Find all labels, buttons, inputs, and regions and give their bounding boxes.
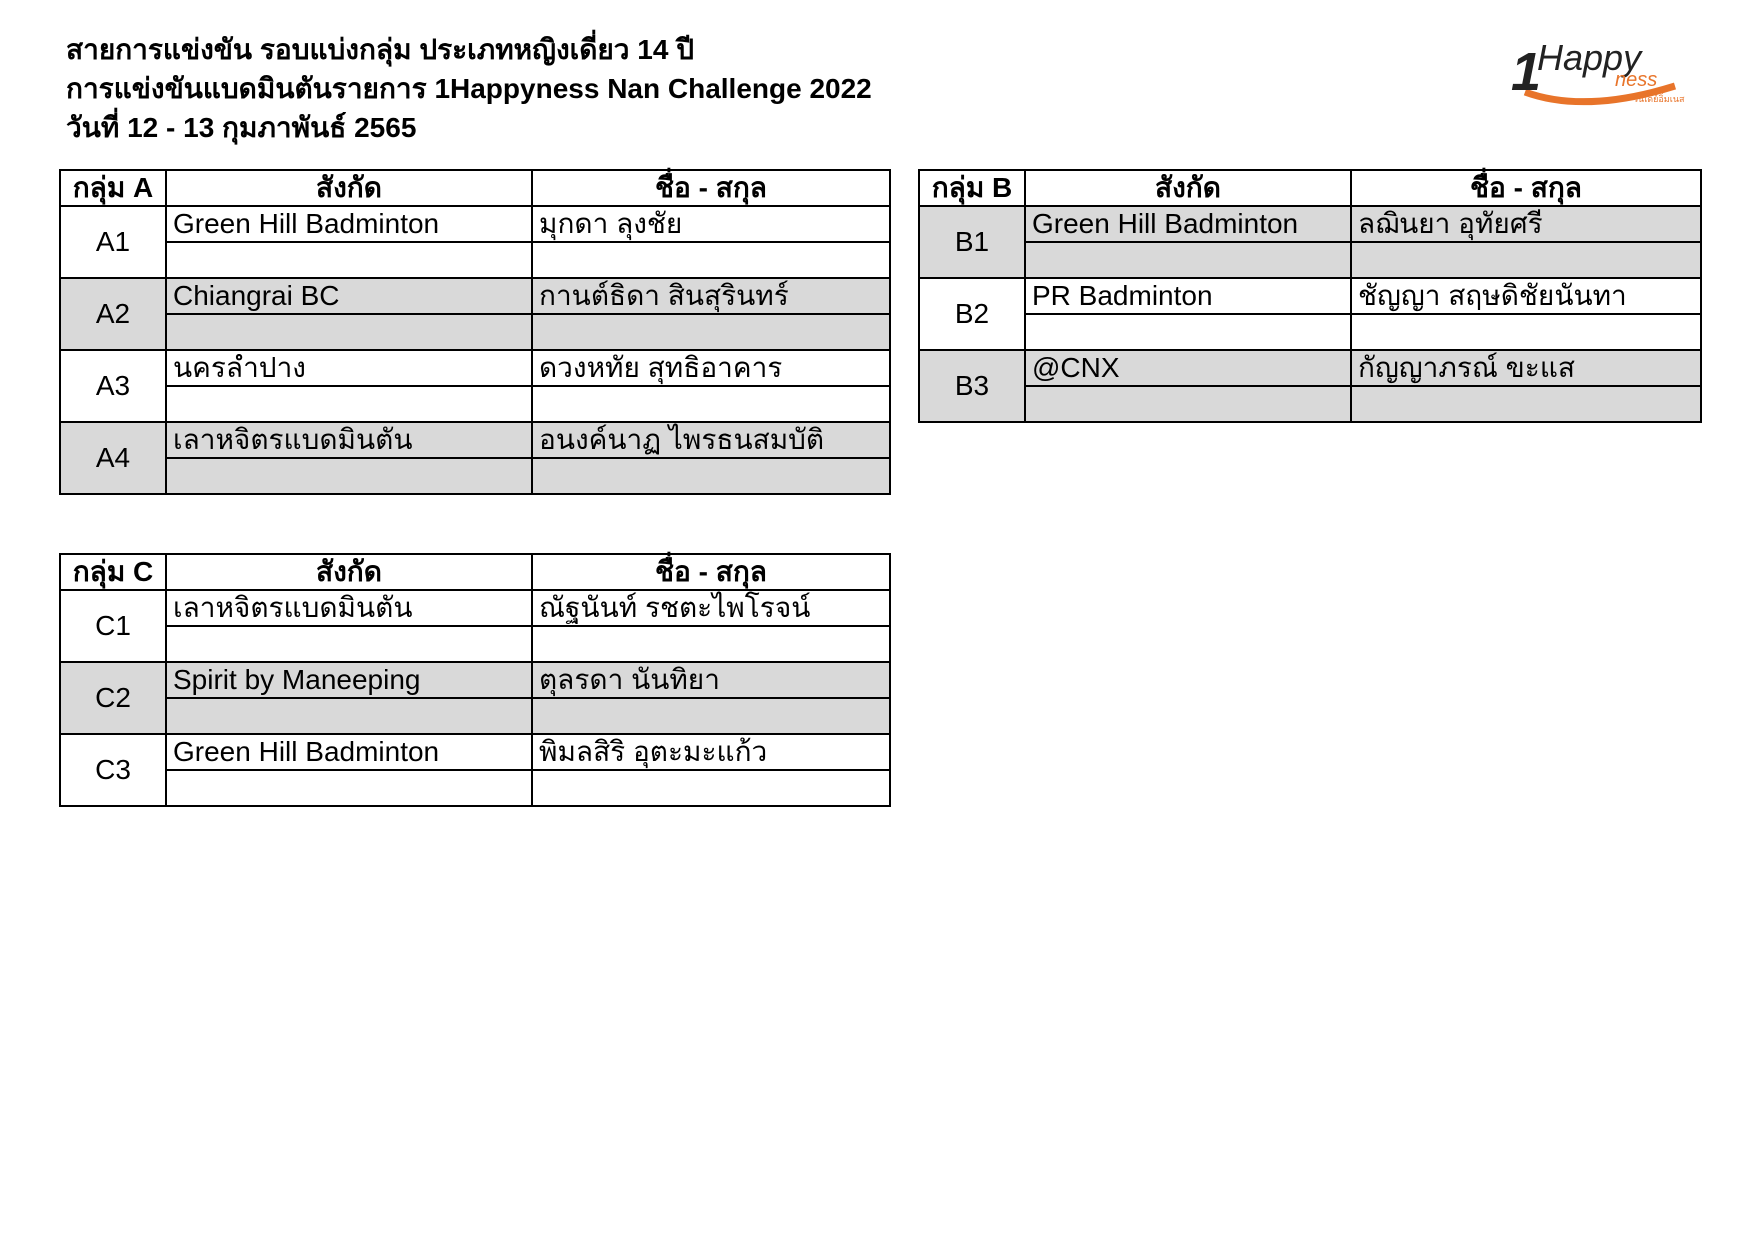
seed-code: A3	[60, 350, 166, 422]
seed-code: B3	[919, 350, 1025, 422]
group-b-label: กลุ่ม B	[919, 170, 1025, 206]
club-cell: Green Hill Badminton	[1025, 206, 1351, 242]
header-title-line: สายการแข่งขัน รอบแบ่งกลุ่ม ประเภทหญิงเดี่ยว 14 ปี	[66, 34, 695, 65]
player-name-cell: มุกดา ลุงชัย	[532, 206, 890, 242]
club-cell-blank	[166, 386, 532, 422]
name-column-header: ชื่อ - สกุล	[1351, 170, 1701, 206]
club-cell: เลาหจิตรแบดมินตัน	[166, 422, 532, 458]
seed-code: A1	[60, 206, 166, 278]
club-cell: Green Hill Badminton	[166, 206, 532, 242]
group-b-header-row	[919, 170, 1701, 206]
player-name-cell: พิมลสิริ อุตะมะแก้ว	[532, 734, 890, 770]
logo-digit: 1	[1511, 42, 1542, 102]
player-name-cell-blank	[532, 314, 890, 350]
player-name-cell-blank	[532, 626, 890, 662]
club-cell: @CNX	[1025, 350, 1351, 386]
club-cell-blank	[166, 770, 532, 806]
club-cell-blank	[166, 626, 532, 662]
happyness-logo	[1505, 34, 1695, 110]
table-row	[60, 278, 890, 314]
table-row-blank	[60, 314, 890, 350]
seed-code: C3	[60, 734, 166, 806]
player-name-cell-blank	[1351, 242, 1701, 278]
table-row	[919, 278, 1701, 314]
player-name-cell-blank	[1351, 386, 1701, 422]
seed-code: B1	[919, 206, 1025, 278]
table-row	[60, 350, 890, 386]
table-row	[60, 734, 890, 770]
header-event-line: การแข่งขันแบดมินตันรายการ 1Happyness Nan Challenge 2022	[66, 73, 872, 104]
document-header	[66, 30, 872, 147]
player-name-cell: ดวงหทัย สุทธิอาคาร	[532, 350, 890, 386]
table-row	[919, 350, 1701, 386]
club-cell: PR Badminton	[1025, 278, 1351, 314]
club-cell-blank	[166, 314, 532, 350]
club-cell: เลาหจิตรแบดมินตัน	[166, 590, 532, 626]
club-cell: Chiangrai BC	[166, 278, 532, 314]
table-row	[60, 590, 890, 626]
player-name-cell-blank	[532, 458, 890, 494]
seed-code: A4	[60, 422, 166, 494]
table-row-blank	[919, 314, 1701, 350]
player-name-cell: กานต์ธิดา สินสุรินทร์	[532, 278, 890, 314]
table-row-blank	[60, 698, 890, 734]
table-row-blank	[60, 626, 890, 662]
player-name-cell: ตุลรดา นันทิยา	[532, 662, 890, 698]
player-name-cell: ชัญญา สฤษดิชัยนันทา	[1351, 278, 1701, 314]
table-row-blank	[60, 386, 890, 422]
seed-code: C2	[60, 662, 166, 734]
logo-tagline: วันเดย์อิ่มเนส	[1633, 95, 1685, 105]
club-column-header: สังกัด	[166, 170, 532, 206]
table-row-blank	[60, 770, 890, 806]
club-cell-blank	[1025, 242, 1351, 278]
player-name-cell-blank	[532, 698, 890, 734]
table-row	[60, 422, 890, 458]
player-name-cell: ณัฐนันท์ รชตะไพโรจน์	[532, 590, 890, 626]
seed-code: C1	[60, 590, 166, 662]
name-column-header: ชื่อ - สกุล	[532, 554, 890, 590]
logo-sub-wordmark: ness	[1615, 69, 1658, 91]
player-name-cell: ลฌินยา อุทัยศรี	[1351, 206, 1701, 242]
player-name-cell-blank	[532, 770, 890, 806]
club-cell: นครลำปาง	[166, 350, 532, 386]
club-cell-blank	[166, 242, 532, 278]
club-cell: Spirit by Maneeping	[166, 662, 532, 698]
club-cell: Green Hill Badminton	[166, 734, 532, 770]
club-cell-blank	[1025, 386, 1351, 422]
player-name-cell-blank	[1351, 314, 1701, 350]
club-cell-blank	[166, 458, 532, 494]
seed-code: A2	[60, 278, 166, 350]
seed-code: B2	[919, 278, 1025, 350]
header-date-line: วันที่ 12 - 13 กุมภาพันธ์ 2565	[66, 112, 417, 143]
player-name-cell: กัญญาภรณ์ ขะแส	[1351, 350, 1701, 386]
group-a-header-row	[60, 170, 890, 206]
logo-wordmark: Happy	[1537, 37, 1642, 78]
player-name-cell: อนงค์นาฏ ไพรธนสมบัติ	[532, 422, 890, 458]
group-a-label: กลุ่ม A	[60, 170, 166, 206]
group-c-label: กลุ่ม C	[60, 554, 166, 590]
club-cell-blank	[166, 698, 532, 734]
group-a-table	[59, 169, 891, 495]
table-row	[919, 206, 1701, 242]
table-row-blank	[919, 242, 1701, 278]
club-column-header: สังกัด	[1025, 170, 1351, 206]
group-c-header-row	[60, 554, 890, 590]
group-c-table	[59, 553, 891, 807]
club-cell-blank	[1025, 314, 1351, 350]
group-b-table	[918, 169, 1702, 423]
table-row-blank	[60, 458, 890, 494]
player-name-cell-blank	[532, 386, 890, 422]
table-row-blank	[919, 386, 1701, 422]
table-row	[60, 206, 890, 242]
name-column-header: ชื่อ - สกุล	[532, 170, 890, 206]
club-column-header: สังกัด	[166, 554, 532, 590]
player-name-cell-blank	[532, 242, 890, 278]
table-row	[60, 662, 890, 698]
table-row-blank	[60, 242, 890, 278]
